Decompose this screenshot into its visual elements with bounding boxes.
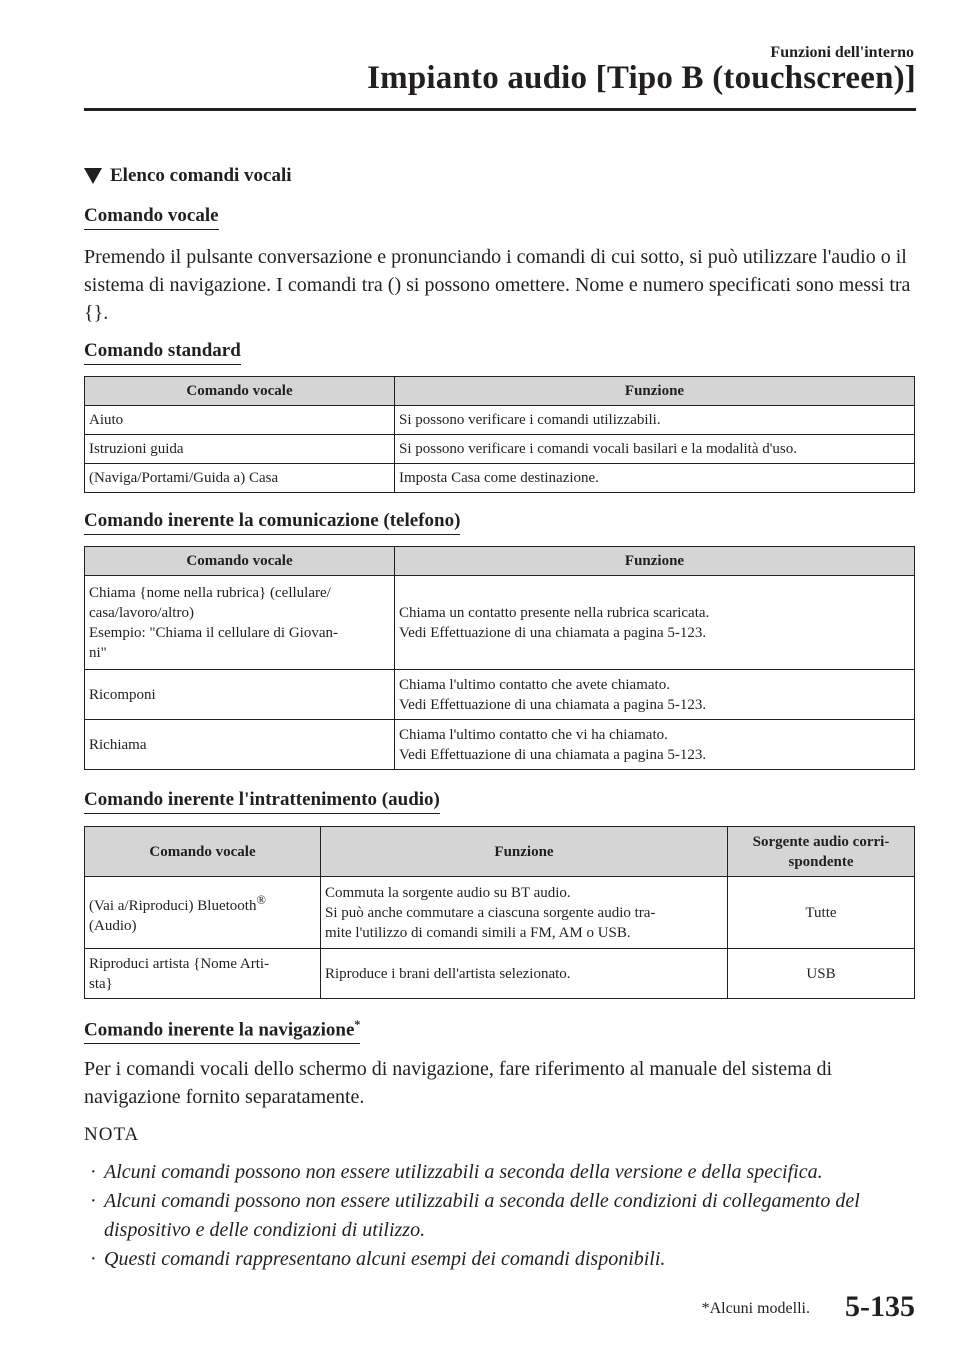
table-row [85,720,915,770]
table-row [85,670,915,720]
page-title: Impianto audio [Tipo B (touchscreen)] [367,60,916,96]
cell-line: Vedi Effettuazione di una chiamata a pagina 5-123. [399,746,707,763]
cell-line: Riproduci artista {Nome Arti- [89,955,270,972]
triangle-down-icon [84,168,102,184]
column-header [728,827,915,877]
cell-line: (Audio) [89,917,137,934]
cell-line: ni" [89,644,107,661]
table-row [85,406,915,435]
footnote: *Alcuni modelli. [701,1300,810,1317]
page-number: 5-135 [845,1290,915,1323]
table-cell: Ricomponi [85,670,395,720]
table-header-row [85,377,915,406]
table-cell: Si possono verificare i comandi utilizzabili. [395,406,915,435]
list-item: · Questi comandi rappresentano alcuni esempi dei comandi disponibili. [84,1245,924,1274]
table-cell: Richiama [85,720,395,770]
list-item: · Alcuni comandi possono non essere utilizzabili a seconda delle condizioni di collegamento del dispositivo e delle condizioni di utilizzo. [84,1187,924,1245]
table-header-row [85,547,915,576]
table-cell [85,877,321,949]
phone-heading: Comando inerente la comunicazione (telefono) [84,510,460,535]
voice-command-heading: Comando vocale [84,205,219,230]
audio-heading: Comando inerente l'intrattenimento (audio) [84,789,440,814]
header-divider [84,108,916,111]
section-title [84,165,292,187]
column-header: Comando vocale [85,547,395,576]
column-header: Funzione [395,547,915,576]
cell-text: (Vai a/Riproduci) Bluetooth [89,897,257,914]
table-cell: Istruzioni guida [85,435,395,464]
chapter-label: Funzioni dell'interno [770,44,914,61]
column-header: Funzione [321,827,728,877]
cell-line: Commuta la sorgente audio su BT audio. [325,884,571,901]
standard-heading: Comando standard [84,340,241,365]
header-line: spondente [788,853,854,870]
table-row [85,576,915,670]
asterisk-mark: * [354,1017,361,1031]
cell-line: Esempio: "Chiama il cellulare di Giovan- [89,624,338,641]
standard-table [84,376,915,493]
header-line: Sorgente audio corri- [752,833,890,850]
navigation-heading [84,1017,360,1044]
cell-line: Chiama l'ultimo contatto che vi ha chiamato. [399,726,668,743]
navigation-text: Per i comandi vocali dello schermo di navigazione, fare riferimento al manuale del sistema di navigazione fornito separatamente. [84,1058,833,1108]
table-cell [85,576,395,670]
table-cell: Imposta Casa come destinazione. [395,464,915,493]
cell-line [89,890,316,916]
note-list [84,1158,924,1274]
table-cell: Si possono verificare i comandi vocali basilari e la modalità d'uso. [395,435,915,464]
cell-line: Chiama {nome nella rubrica} (cellulare/ [89,584,331,601]
table-header-row [85,827,915,877]
cell-line: Chiama un contatto presente nella rubrica scaricata. [399,604,710,621]
table-row [85,949,915,999]
table-cell: Tutte [728,877,915,949]
column-header: Comando vocale [85,827,321,877]
table-row [85,435,915,464]
list-item: · Alcuni comandi possono non essere utilizzabili a seconda della versione e della specifica. [84,1158,924,1187]
table-cell: USB [728,949,915,999]
cell-line: sta} [89,975,113,992]
column-header: Funzione [395,377,915,406]
voice-command-text: Premendo il pulsante conversazione e pronunciando i comandi di cui sotto, si può utilizzare l'audio o il sistema di navigazione. I comandi tra () si possono omettere. Nome e numero specificati sono messi tra {}. [84,246,911,324]
cell-line: mite l'utilizzo di comandi simili a FM, AM o USB. [325,924,631,941]
table-cell [321,877,728,949]
table-cell [395,670,915,720]
table-cell [395,576,915,670]
table-row [85,464,915,493]
table-cell: (Naviga/Portami/Guida a) Casa [85,464,395,493]
cell-line: Si può anche commutare a ciascuna sorgente audio tra- [325,904,656,921]
cell-line: Vedi Effettuazione di una chiamata a pagina 5-123. [399,624,707,641]
phone-table [84,546,915,770]
section-title-text: Elenco comandi vocali [110,165,292,186]
registered-mark: ® [256,892,266,907]
table-cell [395,720,915,770]
table-cell [85,949,321,999]
audio-table [84,826,915,999]
cell-line: Vedi Effettuazione di una chiamata a pagina 5-123. [399,696,707,713]
cell-line: Chiama l'ultimo contatto che avete chiamato. [399,676,670,693]
navigation-heading-text: Comando inerente la navigazione [84,1019,355,1041]
table-cell: Aiuto [85,406,395,435]
note-label: NOTA [84,1124,140,1145]
table-cell: Riproduce i brani dell'artista selezionato. [321,949,728,999]
table-row [85,877,915,949]
column-header: Comando vocale [85,377,395,406]
cell-line: casa/lavoro/altro) [89,604,194,621]
